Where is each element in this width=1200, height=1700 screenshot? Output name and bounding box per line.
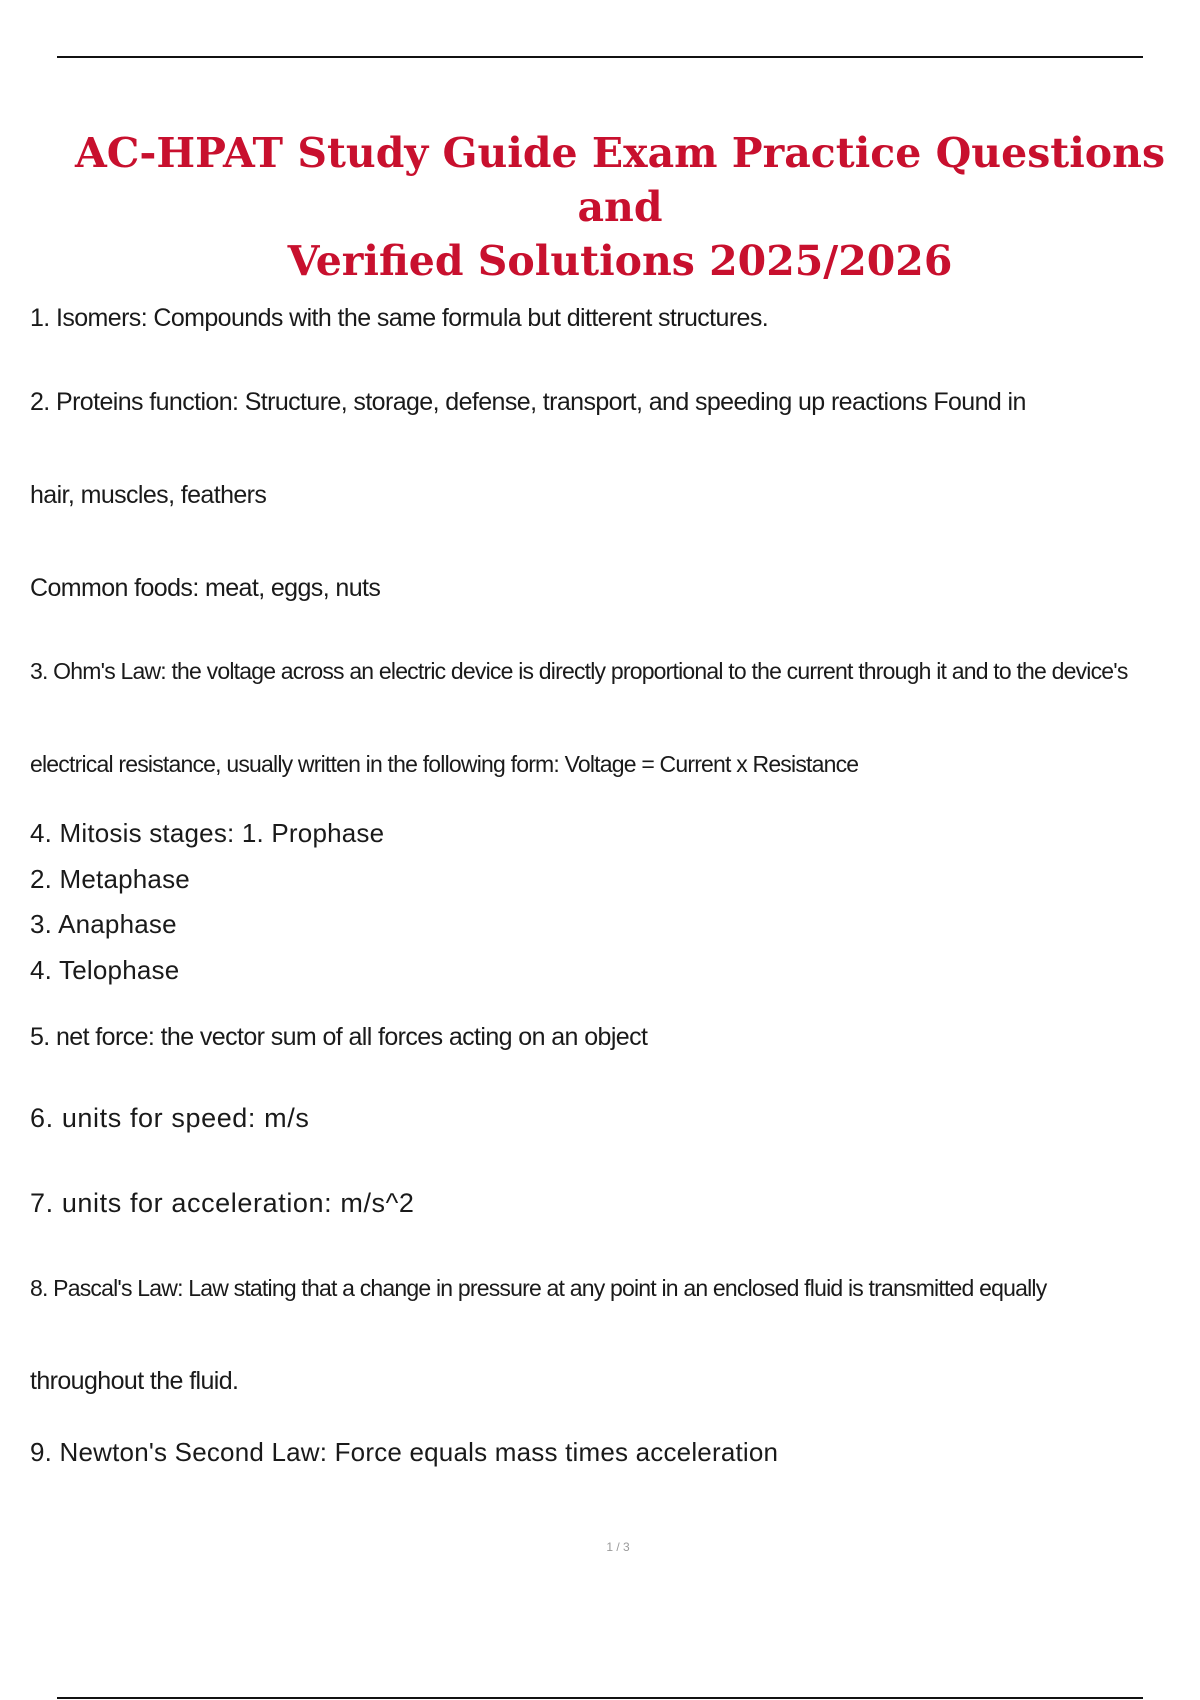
page-number: 1 / 3 — [606, 1540, 630, 1554]
item-8-pascals-law: 8. Pascal's Law: Law stating that a change in pressure at any point in an enclosed fluid is transmitted equally — [30, 1275, 1047, 1301]
top-rule — [57, 56, 1143, 58]
title-line-2: Verified Solutions 2025/2026 — [287, 237, 953, 285]
item-7-units-acceleration: 7. units for acceleration: m/s^2 — [30, 1188, 415, 1218]
item-4-telophase: 4. Telophase — [30, 955, 180, 985]
item-4-mitosis-stages: 4. Mitosis stages: 1. Prophase — [30, 818, 385, 848]
item-3-ohms-law: 3. Ohm's Law: the voltage across an electric device is directly proportional to the current through it and to the device's — [30, 658, 1128, 684]
item-9-newtons-second-law: 9. Newton's Second Law: Force equals mass times acceleration — [30, 1437, 779, 1467]
item-5-net-force: 5. net force: the vector sum of all forces acting on an object — [30, 1023, 648, 1051]
title-line-1: AC-HPAT Study Guide Exam Practice Questions and — [74, 129, 1166, 231]
item-6-units-speed: 6. units for speed: m/s — [30, 1103, 310, 1133]
item-4-anaphase: 3. Anaphase — [30, 909, 177, 939]
item-1-isomers: 1. Isomers: Compounds with the same formula but ditterent structures. — [30, 304, 769, 332]
item-4-metaphase: 2. Metaphase — [30, 864, 190, 894]
item-8-pascals-law-continued: throughout the fluid. — [30, 1367, 239, 1395]
item-2-common-foods: Common foods: meat, eggs, nuts — [30, 574, 381, 602]
bottom-rule — [57, 1697, 1143, 1699]
document-title — [40, 126, 1200, 288]
item-2-proteins-function: 2. Proteins function: Structure, storage, defense, transport, and speeding up reactions Found in — [30, 388, 1026, 416]
item-2-proteins-examples: hair, muscles, feathers — [30, 481, 267, 509]
item-3-ohms-law-continued: electrical resistance, usually written in the following form: Voltage = Current x Resistance — [30, 751, 859, 777]
